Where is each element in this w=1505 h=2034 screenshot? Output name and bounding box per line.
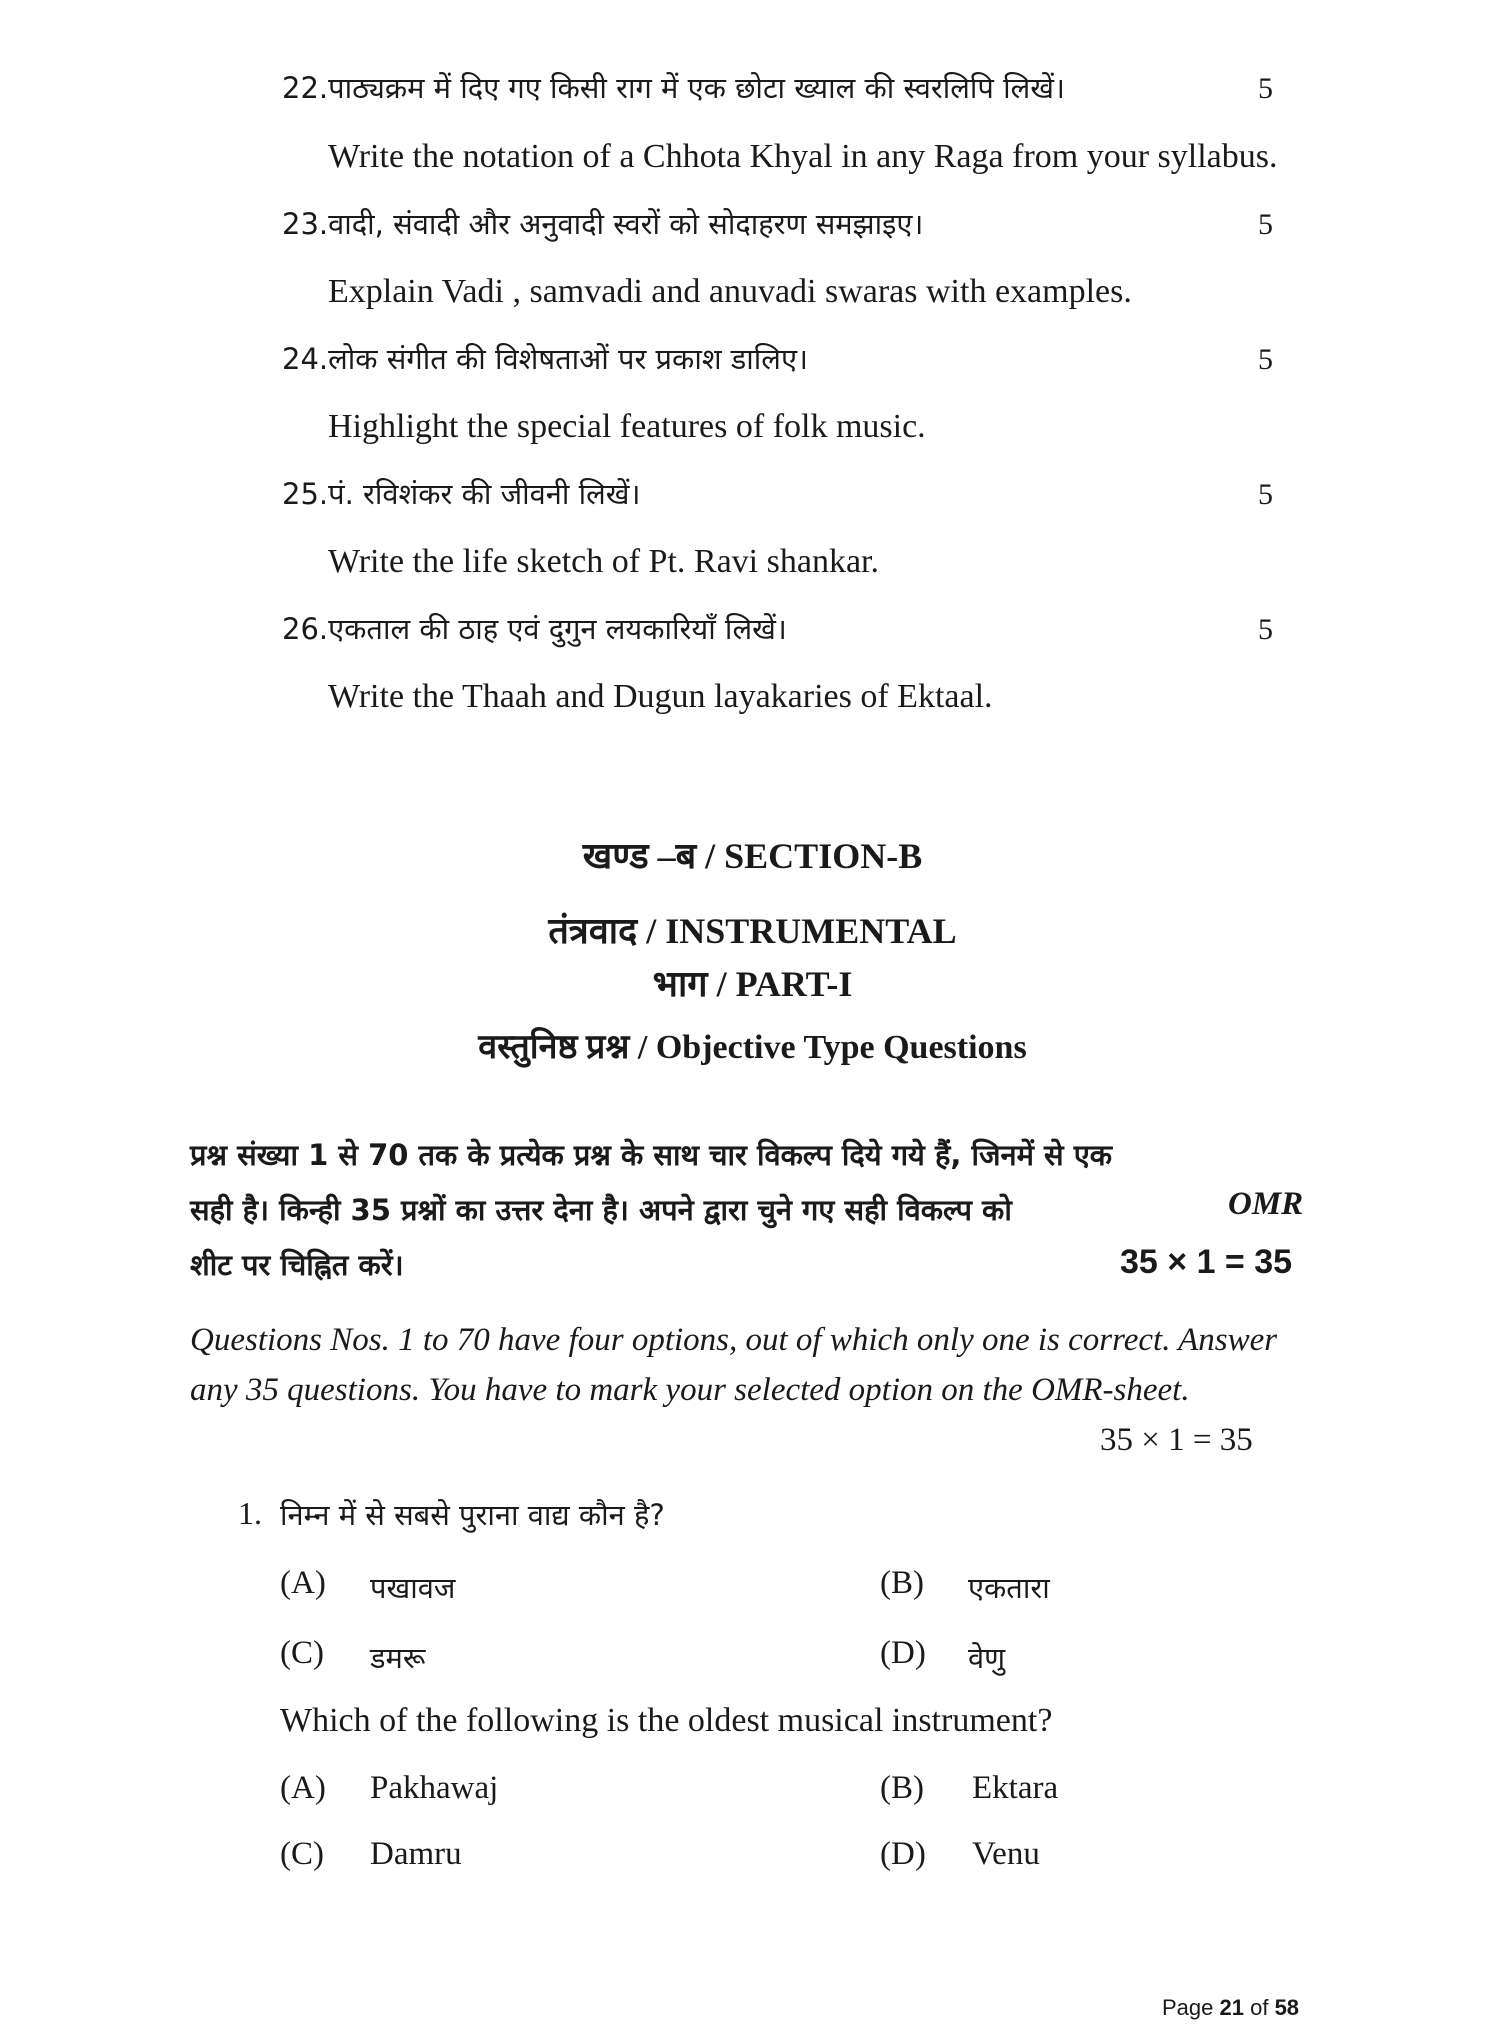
- instructions-hindi-line-3: शीट पर चिह्नित करें।: [190, 1248, 404, 1282]
- mcq-1-number: 1.: [238, 1495, 262, 1531]
- subject-title: तंत्रवाद / INSTRUMENTAL: [548, 911, 957, 951]
- mcq-1-hindi-option-c: डमरू: [370, 1641, 426, 1675]
- question-26-english: Write the Thaah and Dugun layakaries of Ektaal.: [328, 678, 993, 715]
- mcq-1-english-option-a-label: (A): [280, 1770, 326, 1806]
- mcq-1-hindi-option-b-label: (B): [880, 1565, 924, 1601]
- mcq-1-english-option-d: Venu: [972, 1836, 1040, 1872]
- question-24-hindi: 24.लोक संगीत की विशेषताओं पर प्रकाश डालिए।: [282, 342, 808, 376]
- mcq-1-english-option-c: Damru: [370, 1836, 462, 1872]
- page-number-total: 58: [1274, 1995, 1300, 2020]
- mcq-1-english-option-c-label: (C): [280, 1836, 324, 1872]
- mcq-1-hindi-option-d: वेणु: [968, 1641, 1006, 1675]
- mcq-1-hindi-option-d-label: (D): [880, 1635, 926, 1671]
- mcq-1-hindi-option-a: पखावज: [370, 1571, 456, 1605]
- mcq-1-hindi-option-b: एकतारा: [968, 1571, 1050, 1605]
- question-type-title: वस्तुनिष्ठ प्रश्न / Objective Type Questions: [478, 1029, 1027, 1066]
- part-title: भाग / PART-I: [652, 964, 853, 1004]
- page-number-current: 21: [1219, 1995, 1244, 2020]
- omr-label: OMR: [1228, 1186, 1304, 1222]
- question-23-hindi: 23.वादी, संवादी और अनुवादी स्वरों को सोदाहरण समझाइए।: [282, 207, 924, 241]
- mcq-1-english-option-d-label: (D): [880, 1836, 926, 1872]
- instructions-english-marks: 35 × 1 = 35: [1100, 1422, 1253, 1458]
- question-26-marks: 5: [1258, 613, 1273, 646]
- page-number: [1162, 1995, 1299, 2021]
- instructions-english-line-1: Questions Nos. 1 to 70 have four options, out of which only one is correct. Answer: [190, 1322, 1278, 1358]
- instructions-english-line-2: any 35 questions. You have to mark your selected option on the OMR-sheet.: [190, 1372, 1190, 1408]
- question-25-english: Write the life sketch of Pt. Ravi shankar.: [328, 543, 879, 580]
- mcq-1-hindi-option-a-label: (A): [280, 1565, 326, 1601]
- question-24-marks: 5: [1258, 343, 1273, 376]
- instructions-hindi-marks: 35 × 1 = 35: [1120, 1243, 1293, 1281]
- mcq-1-english-option-b: Ektara: [972, 1770, 1059, 1806]
- mcq-1-hindi-question: निम्न में से सबसे पुराना वाद्य कौन है?: [280, 1498, 665, 1532]
- instructions-hindi-line-2: सही है। किन्ही 35 प्रश्नों का उत्तर देना है। अपने द्वारा चुने गए सही विकल्प को: [190, 1193, 1012, 1227]
- question-25-marks: 5: [1258, 478, 1273, 511]
- mcq-1-hindi-option-c-label: (C): [280, 1635, 324, 1671]
- page-number-mid: of: [1243, 1995, 1275, 2020]
- question-26-hindi: 26.एकताल की ठाह एवं दुगुन लयकारियाँ लिखें।: [282, 612, 787, 646]
- instructions-hindi-line-1: प्रश्न संख्या 1 से 70 तक के प्रत्येक प्रश्न के साथ चार विकल्प दिये गये हैं, जिनमें से एक: [190, 1138, 1113, 1172]
- mcq-1-english-question: Which of the following is the oldest musical instrument?: [280, 1702, 1053, 1739]
- mcq-1-english-option-b-label: (B): [880, 1770, 924, 1806]
- question-23-english: Explain Vadi , samvadi and anuvadi swaras with examples.: [328, 273, 1132, 310]
- mcq-1-english-option-a: Pakhawaj: [370, 1770, 499, 1806]
- page-number-prefix: Page: [1162, 1995, 1220, 2020]
- question-24-english: Highlight the special features of folk music.: [328, 408, 926, 445]
- question-22-english: Write the notation of a Chhota Khyal in any Raga from your syllabus.: [328, 138, 1278, 175]
- question-22-marks: 5: [1258, 72, 1273, 105]
- question-22-hindi: 22.पाठ्यक्रम में दिए गए किसी राग में एक छोटा ख्याल की स्वरलिपि लिखें।: [282, 71, 1065, 105]
- question-25-hindi: 25.पं. रविशंकर की जीवनी लिखें।: [282, 477, 641, 511]
- section-title: खण्ड –ब / SECTION-B: [582, 836, 923, 876]
- question-23-marks: 5: [1258, 208, 1273, 241]
